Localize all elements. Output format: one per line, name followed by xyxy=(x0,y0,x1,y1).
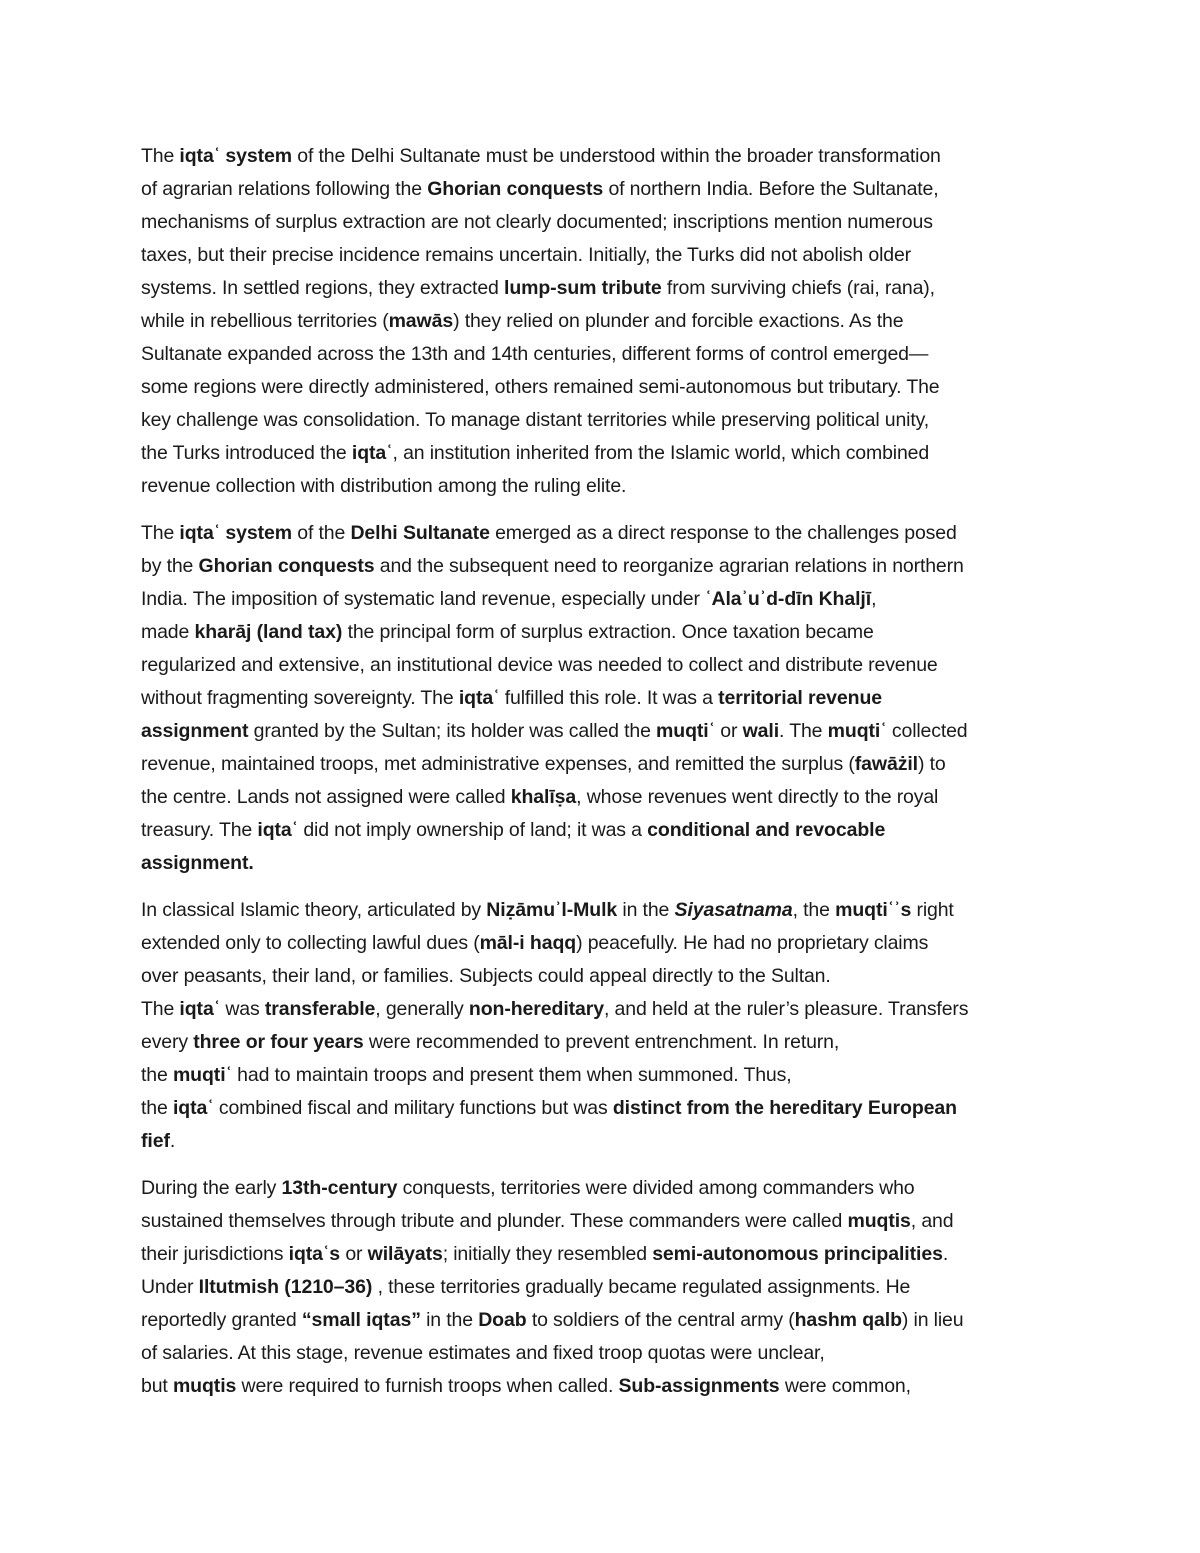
text-run: in the xyxy=(420,1309,479,1331)
bold-term: 13th-century xyxy=(281,1177,398,1199)
text-run: revenue, maintained troops, met administrative expenses, and remitted the surplus ( xyxy=(141,753,855,775)
bold-term: wali xyxy=(742,720,780,742)
text-line xyxy=(141,1059,1071,1092)
text-line xyxy=(141,649,1071,682)
text-line xyxy=(141,1271,1071,1304)
text-line xyxy=(141,404,1071,437)
text-run: without fragmenting sovereignty. The xyxy=(141,687,459,709)
text-run: granted by the Sultan; its holder was called the xyxy=(248,720,657,742)
text-line xyxy=(141,616,1071,649)
text-line xyxy=(141,1304,1071,1337)
text-run: right xyxy=(911,899,954,921)
text-run: or xyxy=(715,720,743,742)
text-run: from surviving chiefs (rai, rana), xyxy=(661,277,935,299)
bold-term: hashm qalb xyxy=(794,1309,902,1331)
paragraph xyxy=(141,894,1071,1158)
bold-term: iqtaʿ xyxy=(351,442,393,464)
text-run: sustained themselves through tribute and plunder. These commanders were called xyxy=(141,1210,848,1232)
text-run: the Turks introduced the xyxy=(141,442,352,464)
text-run: treasury. The xyxy=(141,819,258,841)
text-run: combined fiscal and military functions but was xyxy=(213,1097,613,1119)
text-run: emerged as a direct response to the challenges posed xyxy=(489,522,957,544)
bold-term: territorial revenue xyxy=(718,687,883,709)
bold-term: Delhi Sultanate xyxy=(350,522,490,544)
bold-term: māl-i haqq xyxy=(479,932,577,954)
bold-term: muqtiʿ xyxy=(172,1064,232,1086)
text-run: revenue collection with distribution among the ruling elite. xyxy=(141,475,627,497)
text-run: or xyxy=(340,1243,368,1265)
text-line xyxy=(141,960,1071,993)
text-run: ) to xyxy=(918,753,946,775)
bold-term: muqtiʿ xyxy=(656,720,716,742)
text-line xyxy=(141,1238,1071,1271)
text-run: Under xyxy=(141,1276,199,1298)
bold-term: fawāżil xyxy=(854,753,919,775)
text-run: over peasants, their land, or families. Subjects could appeal directly to the Sultan. xyxy=(141,965,831,987)
text-run: fulfilled this role. It was a xyxy=(499,687,719,709)
document-page xyxy=(141,140,1071,1417)
bold-term xyxy=(674,899,792,921)
text-run: the xyxy=(141,1097,173,1119)
text-line xyxy=(141,583,1071,616)
bold-term: Sub-assignments xyxy=(618,1375,780,1397)
text-run: of the Delhi Sultanate must be understood within the broader transformation xyxy=(292,145,941,167)
text-run: The xyxy=(141,522,180,544)
text-run: while in rebellious territories ( xyxy=(141,310,389,332)
text-line xyxy=(141,894,1071,927)
bold-term: kharāj (land tax) xyxy=(194,621,343,643)
bold-term: muqtiʿ xyxy=(827,720,887,742)
bold-term: iqtaʿ xyxy=(257,819,299,841)
text-line xyxy=(141,847,1071,880)
text-run: but xyxy=(141,1375,173,1397)
bold-term: mawās xyxy=(388,310,454,332)
text-line xyxy=(141,338,1071,371)
paragraph xyxy=(141,1172,1071,1403)
text-line xyxy=(141,1370,1071,1403)
bold-term: iqtaʿ xyxy=(458,687,500,709)
text-run: did not imply ownership of land; it was a xyxy=(298,819,648,841)
text-line xyxy=(141,993,1071,1026)
text-run: . xyxy=(169,1130,176,1152)
bold-term: assignment xyxy=(141,720,249,742)
text-run: were recommended to prevent entrenchment. In return, xyxy=(363,1031,840,1053)
bold-term: Iltutmish (1210–36) xyxy=(198,1276,373,1298)
text-run: , an institution inherited from the Islamic world, which combined xyxy=(392,442,930,464)
paragraph xyxy=(141,140,1071,503)
bold-term: conditional and revocable xyxy=(647,819,886,841)
text-run: key challenge was consolidation. To manage distant territories while preserving political unity, xyxy=(141,409,930,431)
bold-term: assignment. xyxy=(141,852,254,874)
text-run: The xyxy=(141,145,180,167)
bold-term: wilāyats xyxy=(367,1243,443,1265)
bold-term: distinct from the hereditary European xyxy=(612,1097,957,1119)
text-line xyxy=(141,715,1071,748)
text-line xyxy=(141,140,1071,173)
bold-term: semi-autonomous principalities xyxy=(652,1243,943,1265)
text-line xyxy=(141,272,1071,305)
text-line xyxy=(141,682,1071,715)
text-run: were common, xyxy=(779,1375,911,1397)
text-run: of salaries. At this stage, revenue estimates and fixed troop quotas were unclear, xyxy=(141,1342,825,1364)
text-run: conquests, territories were divided among commanders who xyxy=(397,1177,915,1199)
text-line xyxy=(141,437,1071,470)
text-run: ; initially they resembled xyxy=(442,1243,653,1265)
bold-term: Ghorian conquests xyxy=(198,555,375,577)
bold-term: lump-sum tribute xyxy=(504,277,662,299)
text-line xyxy=(141,1205,1071,1238)
text-run: , the xyxy=(792,899,836,921)
bold-term: transferable xyxy=(264,998,376,1020)
italic-term: Siyasatnama xyxy=(674,899,793,921)
text-line xyxy=(141,1172,1071,1205)
bold-term: fief xyxy=(141,1130,170,1152)
text-line xyxy=(141,1125,1071,1158)
text-run: to soldiers of the central army ( xyxy=(526,1309,795,1331)
text-run: in the xyxy=(617,899,675,921)
text-line xyxy=(141,206,1071,239)
text-run: taxes, but their precise incidence remains uncertain. Initially, the Turks did not abolish older xyxy=(141,244,911,266)
text-run: The xyxy=(141,998,180,1020)
bold-term: iqtaʿ system xyxy=(179,522,293,544)
text-run: was xyxy=(220,998,265,1020)
bold-term: Doab xyxy=(478,1309,527,1331)
bold-term: muqtis xyxy=(847,1210,911,1232)
text-run: some regions were directly administered, others remained semi-autonomous but tributary. The xyxy=(141,376,940,398)
bold-term: iqtaʿs xyxy=(288,1243,341,1265)
text-run: ) they relied on plunder and forcible exactions. As the xyxy=(453,310,904,332)
text-run: every xyxy=(141,1031,194,1053)
bold-term: Ghorian conquests xyxy=(427,178,604,200)
text-run: , xyxy=(871,588,877,610)
text-run: , generally xyxy=(375,998,469,1020)
text-run: of agrarian relations following the xyxy=(141,178,428,200)
text-run: systems. In settled regions, they extracted xyxy=(141,277,504,299)
text-run: India. The imposition of systematic land revenue, especially under xyxy=(141,588,706,610)
text-run: , and xyxy=(910,1210,954,1232)
bold-term: khalīṣa xyxy=(510,786,577,808)
text-run: mechanisms of surplus extraction are not clearly documented; inscriptions mention numerous xyxy=(141,211,933,233)
text-run: and the subsequent need to reorganize agrarian relations in northern xyxy=(374,555,964,577)
text-run: During the early xyxy=(141,1177,282,1199)
text-line xyxy=(141,1092,1071,1125)
text-line xyxy=(141,814,1071,847)
text-run: extended only to collecting lawful dues ( xyxy=(141,932,480,954)
text-line xyxy=(141,239,1071,272)
bold-term: muqtiʿʾs xyxy=(835,899,912,921)
text-line xyxy=(141,781,1071,814)
text-run: had to maintain troops and present them when summoned. Thus, xyxy=(231,1064,792,1086)
text-run: reportedly granted xyxy=(141,1309,302,1331)
bold-term: muqtis xyxy=(172,1375,237,1397)
text-run: , and held at the ruler’s pleasure. Transfers xyxy=(604,998,969,1020)
text-run: , these territories gradually became regulated assignments. He xyxy=(372,1276,911,1298)
paragraph xyxy=(141,517,1071,880)
text-run: regularized and extensive, an institutional device was needed to collect and distribute revenue xyxy=(141,654,938,676)
text-run: the xyxy=(141,1064,173,1086)
bold-term: three or four years xyxy=(193,1031,364,1053)
text-line xyxy=(141,173,1071,206)
text-line xyxy=(141,1026,1071,1059)
text-run: ) peacefully. He had no proprietary claims xyxy=(576,932,929,954)
text-run: ) in lieu xyxy=(901,1309,964,1331)
text-run: collected xyxy=(886,720,968,742)
bold-term: “small iqtas” xyxy=(301,1309,421,1331)
text-run: by the xyxy=(141,555,199,577)
text-line xyxy=(141,371,1071,404)
text-run: their jurisdictions xyxy=(141,1243,289,1265)
bold-term: ʿAlaʾuʾd-dīn Khaljī xyxy=(705,588,872,610)
text-line xyxy=(141,1337,1071,1370)
text-run: the principal form of surplus extraction. Once taxation became xyxy=(342,621,874,643)
text-line xyxy=(141,927,1071,960)
text-line xyxy=(141,517,1071,550)
bold-term: iqtaʿ xyxy=(172,1097,214,1119)
text-line xyxy=(141,550,1071,583)
text-run: of the xyxy=(292,522,351,544)
text-run: were required to furnish troops when called. xyxy=(236,1375,619,1397)
bold-term: Niẓāmuʾl-Mulk xyxy=(486,899,618,921)
bold-term: iqtaʿ xyxy=(179,998,221,1020)
text-run: made xyxy=(141,621,195,643)
text-line xyxy=(141,748,1071,781)
text-run: In classical Islamic theory, articulated by xyxy=(141,899,487,921)
bold-term: iqtaʿ system xyxy=(179,145,293,167)
text-line xyxy=(141,305,1071,338)
text-run: Sultanate expanded across the 13th and 14th centuries, different forms of control emerged— xyxy=(141,343,929,365)
text-run: , whose revenues went directly to the royal xyxy=(576,786,939,808)
text-run: . The xyxy=(779,720,828,742)
text-line xyxy=(141,470,1071,503)
bold-term: non-hereditary xyxy=(468,998,605,1020)
text-run: . xyxy=(942,1243,949,1265)
text-run: of northern India. Before the Sultanate, xyxy=(603,178,939,200)
text-run: the centre. Lands not assigned were called xyxy=(141,786,511,808)
